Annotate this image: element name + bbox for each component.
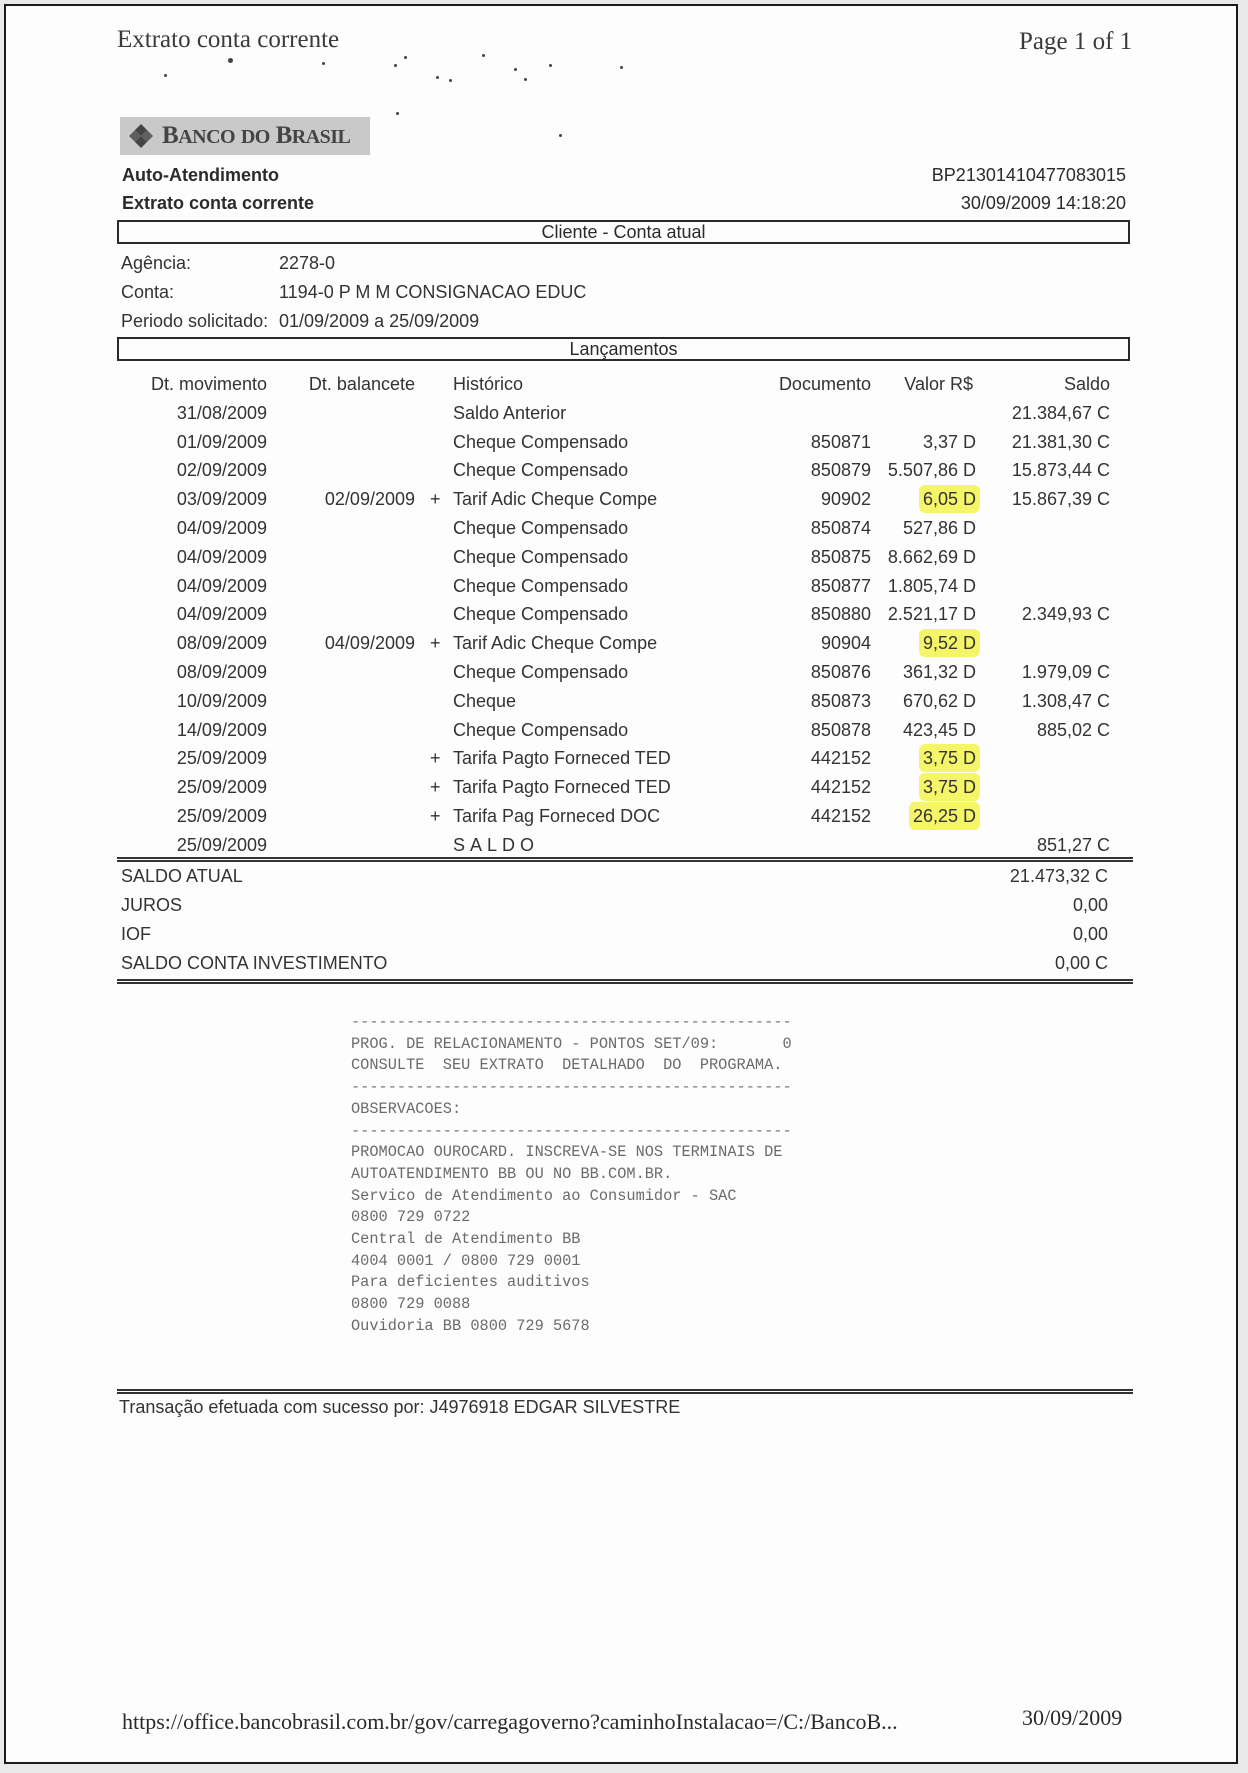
- valor-cell: 5.507,86 D: [887, 460, 976, 481]
- table-row: [117, 600, 1130, 629]
- header-dt-balancete: Dt. balancete: [308, 374, 415, 394]
- saldo-cell: 21.381,30 C: [1011, 431, 1110, 452]
- points-line: PROG. DE RELACIONAMENTO - PONTOS SET/09: 0: [351, 1034, 792, 1053]
- dt-balancete-cell: 02/09/2009: [324, 489, 415, 510]
- summary-block: [117, 862, 1130, 978]
- summary-row: [117, 949, 1130, 978]
- table-row: [117, 456, 1130, 485]
- central-phone: 4004 0001 / 0800 729 0001: [351, 1251, 581, 1270]
- transactions-table: [117, 370, 1130, 860]
- summary-end-rule: [117, 979, 1133, 984]
- valor-cell: 670,62 D: [902, 690, 976, 711]
- saldo-cell: 21.384,67 C: [1011, 402, 1110, 423]
- table-body: [117, 399, 1130, 860]
- promo-line-2: AUTOATENDIMENTO BB OU NO BB.COM.BR.: [351, 1164, 673, 1183]
- saldo-cell: 1.979,09 C: [1021, 661, 1110, 682]
- print-footer-date: 30/09/2009: [1022, 1705, 1123, 1730]
- table-row: [117, 428, 1130, 457]
- ouvidoria-line: Ouvidoria BB 0800 729 5678: [351, 1316, 590, 1335]
- header-documento: Documento: [778, 374, 871, 394]
- print-page-number: Page 1 of 1: [1019, 28, 1133, 55]
- valor-cell: 1.805,74 D: [887, 575, 976, 596]
- dt-movimento-cell: 25/09/2009: [176, 834, 267, 855]
- valor-cell: 423,45 D: [902, 719, 976, 740]
- historico-cell: Cheque Compensado: [453, 546, 629, 567]
- valor-cell: 3,75 D: [919, 744, 980, 772]
- saldo-cell: 1.308,47 C: [1021, 690, 1110, 711]
- historico-cell: Tarif Adic Cheque Compe: [453, 633, 658, 654]
- client-section-bar: Cliente - Conta atual: [117, 220, 1130, 244]
- table-header-row: [117, 370, 1130, 399]
- summary-label: JUROS: [121, 895, 183, 915]
- footer-rule: [117, 1389, 1133, 1394]
- sac-label: Servico de Atendimento ao Consumidor - SAC: [351, 1186, 737, 1205]
- table-row: [117, 543, 1130, 572]
- documento-cell: 850874: [810, 517, 871, 538]
- documento-cell: 850875: [810, 546, 871, 567]
- table-row: [117, 716, 1130, 745]
- documento-cell: 442152: [810, 805, 871, 826]
- summary-row: [117, 920, 1130, 949]
- dash-rule: ------------------------------------------------: [351, 1013, 792, 1031]
- printed-page: [4, 4, 1238, 1764]
- summary-value: 0,00: [1072, 924, 1108, 944]
- dt-movimento-cell: 14/09/2009: [176, 719, 267, 740]
- documento-cell: 850877: [810, 575, 871, 596]
- historico-cell: Cheque Compensado: [453, 431, 629, 452]
- dt-movimento-cell: 04/09/2009: [176, 604, 267, 625]
- summary-row: [117, 891, 1130, 920]
- deficientes-phone: 0800 729 0088: [351, 1295, 471, 1314]
- dash-rule: ------------------------------------------------: [351, 1078, 792, 1097]
- documento-cell: 850879: [810, 460, 871, 481]
- dt-movimento-cell: 25/09/2009: [176, 748, 267, 769]
- historico-cell: Cheque Compensado: [453, 604, 629, 625]
- plus-marker: +: [430, 489, 441, 510]
- auto-atendimento-label: Auto-Atendimento: [122, 165, 279, 185]
- header-saldo: Saldo: [1063, 374, 1110, 394]
- conta-label: Conta:: [121, 282, 175, 302]
- print-header-title: Extrato conta corrente: [117, 26, 340, 53]
- historico-cell: Tarif Adic Cheque Compe: [453, 489, 658, 510]
- plus-marker: +: [430, 748, 441, 769]
- summary-row: [117, 862, 1130, 891]
- messages-block: [351, 1012, 792, 1338]
- valor-cell: 8.662,69 D: [887, 546, 976, 567]
- summary-value: 0,00 C: [1054, 953, 1108, 973]
- dt-movimento-cell: 08/09/2009: [176, 661, 267, 682]
- valor-cell: 6,05 D: [919, 485, 980, 513]
- documento-cell: 850880: [810, 604, 871, 625]
- dt-movimento-cell: 03/09/2009: [176, 489, 267, 510]
- summary-label: IOF: [121, 924, 151, 944]
- dt-balancete-cell: 04/09/2009: [324, 633, 415, 654]
- dt-movimento-cell: 01/09/2009: [176, 431, 267, 452]
- banco-do-brasil-icon: [128, 123, 154, 149]
- documento-cell: 850871: [810, 431, 871, 452]
- documento-cell: 442152: [810, 777, 871, 798]
- table-row: [117, 629, 1130, 658]
- document-id: BP21301410477083015: [931, 165, 1126, 185]
- documento-cell: 850873: [810, 690, 871, 711]
- sac-phone: 0800 729 0722: [351, 1208, 471, 1227]
- summary-label: SALDO CONTA INVESTIMENTO: [121, 953, 388, 973]
- dt-movimento-cell: 25/09/2009: [176, 777, 267, 798]
- saldo-cell: 15.867,39 C: [1011, 489, 1110, 510]
- lancamentos-section-bar: Lançamentos: [117, 337, 1130, 361]
- conta-value: 1194-0 P M M CONSIGNACAO EDUC: [279, 282, 587, 302]
- periodo-label: Periodo solicitado:: [121, 311, 269, 331]
- dt-movimento-cell: 04/09/2009: [176, 546, 267, 567]
- table-row: [117, 514, 1130, 543]
- historico-cell: SALDO: [453, 834, 540, 855]
- valor-cell: 3,37 D: [922, 431, 976, 452]
- table-row: [117, 773, 1130, 802]
- historico-cell: Cheque Compensado: [453, 575, 629, 596]
- historico-cell: Cheque Compensado: [453, 460, 629, 481]
- plus-marker: +: [430, 633, 441, 654]
- banco-do-brasil-logo: BANCO DO BRASIL: [120, 117, 370, 155]
- saldo-cell: 2.349,93 C: [1021, 604, 1110, 625]
- extrato-title: Extrato conta corrente: [122, 193, 315, 213]
- table-row: [117, 572, 1130, 601]
- promo-line-1: PROMOCAO OUROCARD. INSCREVA-SE NOS TERMINAIS DE: [351, 1143, 783, 1162]
- valor-cell: 361,32 D: [902, 661, 976, 682]
- valor-cell: 3,75 D: [919, 773, 980, 801]
- historico-cell: Tarifa Pagto Forneced TED: [453, 777, 671, 798]
- historico-cell: Cheque: [453, 690, 517, 711]
- table-row: [117, 802, 1130, 831]
- table-row: [117, 831, 1130, 860]
- saldo-cell: 885,02 C: [1036, 719, 1110, 740]
- dt-movimento-cell: 31/08/2009: [176, 402, 267, 423]
- header-valor: Valor R$: [904, 374, 973, 394]
- agencia-value: 2278-0: [279, 253, 336, 273]
- header-historico: Histórico: [453, 374, 524, 394]
- table-row: [117, 485, 1130, 514]
- documento-cell: 90902: [820, 489, 871, 510]
- valor-cell: 2.521,17 D: [887, 604, 976, 625]
- valor-cell: 26,25 D: [909, 802, 980, 830]
- historico-cell: Tarifa Pagto Forneced TED: [453, 748, 671, 769]
- dt-movimento-cell: 04/09/2009: [176, 575, 267, 596]
- valor-cell: 527,86 D: [902, 517, 976, 538]
- central-label: Central de Atendimento BB: [351, 1230, 581, 1249]
- dash-rule: ------------------------------------------------: [351, 1121, 792, 1140]
- historico-cell: Saldo Anterior: [453, 402, 567, 423]
- agencia-label: Agência:: [121, 253, 192, 273]
- transaction-status: Transação efetuada com sucesso por: J4976918 EDGAR SILVESTRE: [119, 1397, 681, 1417]
- table-row: [117, 744, 1130, 773]
- header-dt-movimento: Dt. movimento: [150, 374, 267, 394]
- historico-cell: Cheque Compensado: [453, 719, 629, 740]
- plus-marker: +: [430, 777, 441, 798]
- saldo-cell: 15.873,44 C: [1011, 460, 1110, 481]
- historico-cell: Tarifa Pag Forneced DOC: [453, 805, 661, 826]
- summary-value: 0,00: [1072, 895, 1108, 915]
- dt-movimento-cell: 02/09/2009: [176, 460, 267, 481]
- dt-movimento-cell: 10/09/2009: [176, 690, 267, 711]
- dt-movimento-cell: 25/09/2009: [176, 805, 267, 826]
- table-row: [117, 399, 1130, 428]
- summary-value: 21.473,32 C: [1009, 866, 1108, 886]
- documento-cell: 850876: [810, 661, 871, 682]
- documento-cell: 442152: [810, 748, 871, 769]
- consult-line: CONSULTE SEU EXTRATO DETALHADO DO PROGRAMA.: [351, 1056, 783, 1075]
- historico-cell: Cheque Compensado: [453, 661, 629, 682]
- dt-movimento-cell: 04/09/2009: [176, 517, 267, 538]
- print-footer-url: https://office.bancobrasil.com.br/gov/carregagoverno?caminhoInstalacao=/C:/BancoB...: [122, 1709, 898, 1734]
- documento-cell: 90904: [820, 633, 871, 654]
- plus-marker: +: [430, 805, 441, 826]
- periodo-value: 01/09/2009 a 25/09/2009: [279, 311, 480, 331]
- dt-movimento-cell: 08/09/2009: [176, 633, 267, 654]
- summary-label: SALDO ATUAL: [121, 866, 243, 886]
- emission-datetime: 30/09/2009 14:18:20: [960, 193, 1126, 213]
- table-row: [117, 687, 1130, 716]
- deficientes-label: Para deficientes auditivos: [351, 1273, 590, 1292]
- valor-cell: 9,52 D: [919, 629, 980, 657]
- table-row: [117, 658, 1130, 687]
- observacoes-label: OBSERVACOES:: [351, 1099, 462, 1118]
- documento-cell: 850878: [810, 719, 871, 740]
- historico-cell: Cheque Compensado: [453, 517, 629, 538]
- saldo-cell: 851,27 C: [1036, 834, 1110, 855]
